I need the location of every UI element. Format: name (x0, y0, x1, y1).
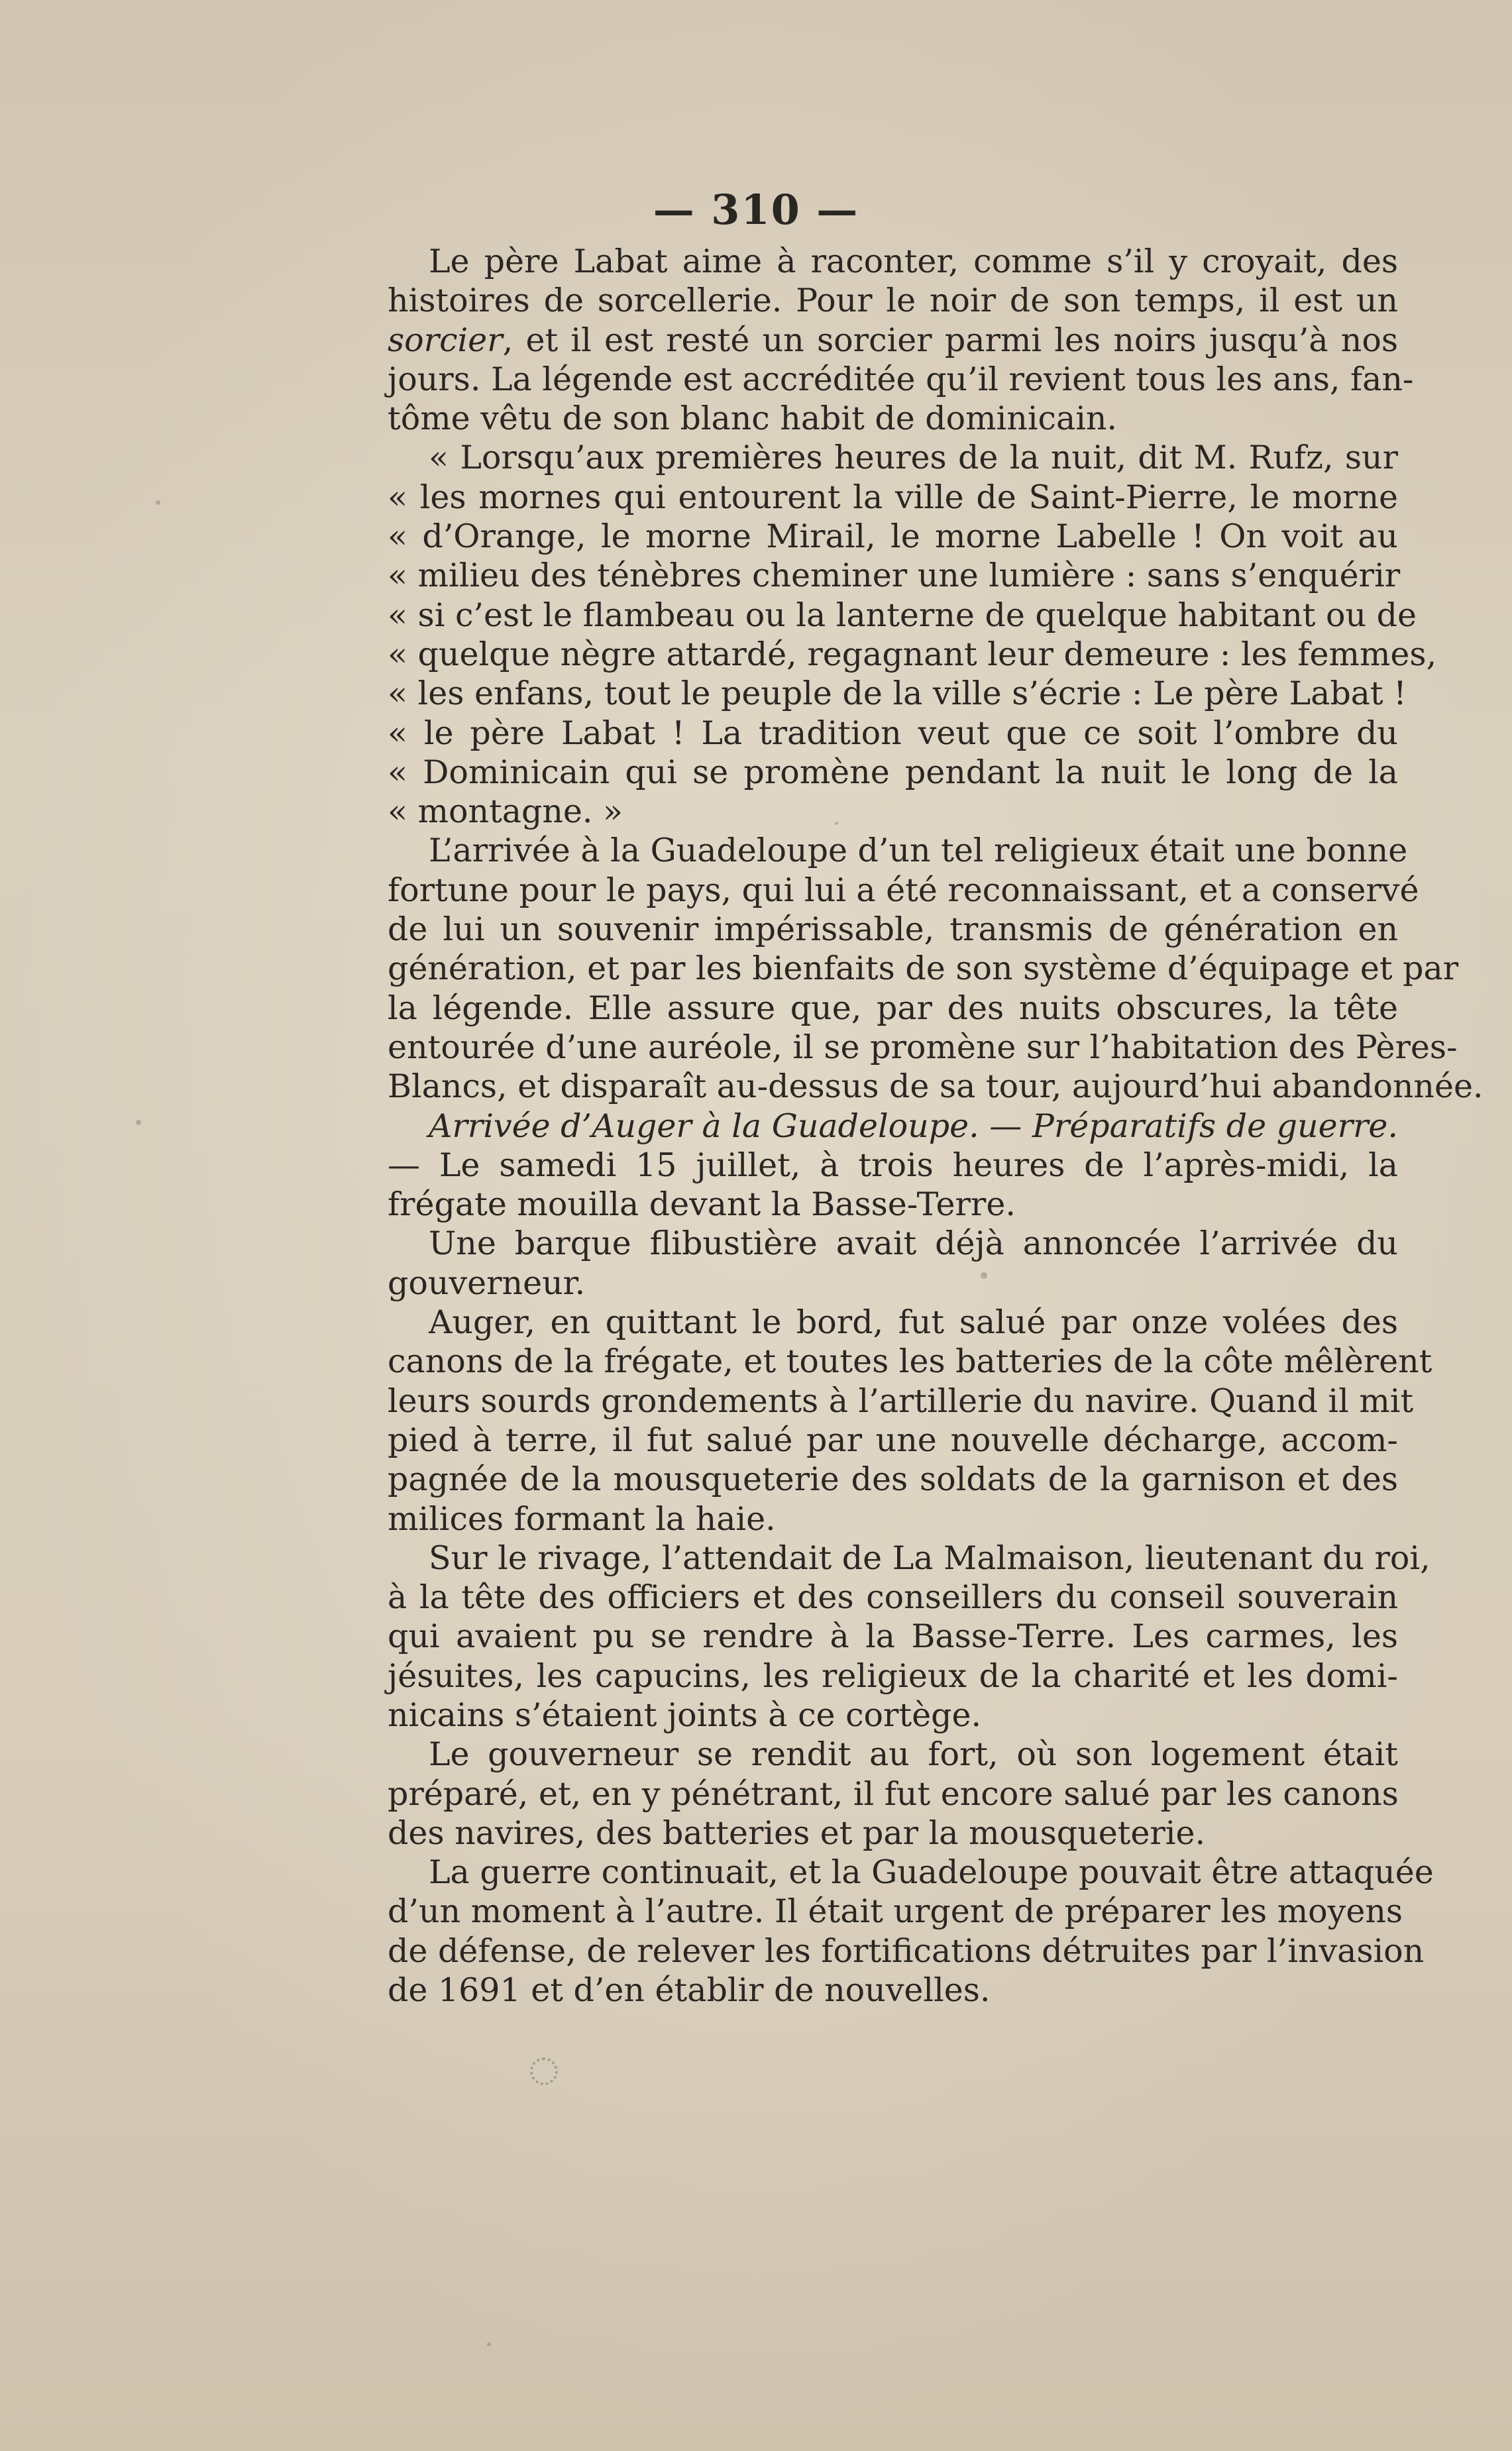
text-line: Arrivée d’Auger à la Guadeloupe. — Préparatifs de guerre. (429, 1107, 1398, 1145)
text-line: Auger, en quittant le bord, fut salué par onze volées des (429, 1303, 1398, 1342)
text-line: la légende. Elle assure que, par des nuits obscures, la tête (388, 989, 1398, 1027)
text-line: « le père Labat ! La tradition veut que ce soit l’ombre du (388, 714, 1398, 752)
text-line: à la tête des officiers et des conseillers du conseil souverain (388, 1578, 1398, 1617)
text-line: Une barque flibustière avait déjà annoncée l’arrivée du (429, 1225, 1398, 1263)
paragraph (388, 438, 1437, 831)
paragraph (388, 1539, 1431, 1735)
paragraph (388, 242, 1414, 438)
text-line: de défense, de relever les fortifications détruites par l’invasion (388, 1932, 1425, 1970)
paragraph (388, 1224, 1398, 1303)
text-line: pied à terre, il fut salué par une nouvelle décharge, accom- (388, 1421, 1398, 1459)
text-line: « les mornes qui entourent la ville de Saint-Pierre, le morne (388, 478, 1398, 516)
printer-ornament (530, 2057, 558, 2085)
paragraph (388, 831, 1484, 1106)
text-line: « d’Orange, le morne Mirail, le morne Labelle ! On voit au (388, 517, 1398, 556)
text-line: canons de la frégate, et toutes les batteries de la côte mêlèrent (388, 1342, 1432, 1381)
paper-speck (835, 822, 838, 825)
text-line: sorcier, et il est resté un sorcier parmi les noirs jusqu’à nos (388, 321, 1398, 359)
text-line: Blancs, et disparaît au-dessus de sa tour, aujourd’hui abandonnée. (388, 1067, 1484, 1106)
text-line: « quelque nègre attardé, regagnant leur demeure : les femmes, (388, 635, 1437, 673)
text-line: « Dominicain qui se promène pendant la nuit le long de la (388, 753, 1398, 791)
text-line: jésuites, les capucins, les religieux de la charité et les domi- (388, 1657, 1398, 1695)
italic-word: sorcier (388, 321, 503, 359)
text-line: « les enfans, tout le peuple de la ville s’écrie : Le père Labat ! (388, 675, 1407, 713)
text-line: « si c’est le flambeau ou la lanterne de quelque habitant ou de (388, 596, 1417, 634)
text-line: qui avaient pu se rendre à la Basse-Terre. Les carmes, les (388, 1617, 1398, 1656)
text-line: Sur le rivage, l’attendait de La Malmaison, lieutenant du roi, (429, 1539, 1431, 1577)
text-line: milices formant la haie. (388, 1499, 776, 1538)
text-line: leurs sourds grondements à l’artillerie du navire. Quand il mit (388, 1382, 1414, 1420)
text-line: L’arrivée à la Guadeloupe d’un tel religieux était une bonne (429, 832, 1408, 870)
paper-speck (156, 500, 160, 505)
paragraph (388, 1107, 1398, 1225)
text-line: des navires, des batteries et par la mousqueterie. (388, 1814, 1206, 1852)
text-line: d’un moment à l’autre. Il était urgent de préparer les moyens (388, 1892, 1403, 1931)
text-line: de lui un souvenir impérissable, transmis de génération en (388, 910, 1398, 949)
text-line: La guerre continuait, et la Guadeloupe pouvait être attaquée (429, 1853, 1434, 1892)
text-line: nicains s’étaient joints à ce cortège. (388, 1696, 982, 1734)
text-line: jours. La légende est accréditée qu’il revient tous les ans, fan- (388, 360, 1414, 398)
text-line: tôme vêtu de son blanc habit de dominicain. (388, 400, 1117, 438)
text-line: gouverneur. (388, 1264, 586, 1302)
text-line: « montagne. » (388, 792, 623, 831)
text-line: entourée d’une auréole, il se promène sur l’habitation des Pères- (388, 1028, 1458, 1066)
text-line: fortune pour le pays, qui lui a été reconnaissant, et a conservé (388, 871, 1419, 909)
text-line: préparé, et, en y pénétrant, il fut encore salué par les canons (388, 1774, 1399, 1813)
paragraph (388, 1853, 1434, 2010)
text-line: Le gouverneur se rendit au fort, où son logement était (429, 1735, 1398, 1774)
text-line: de 1691 et d’en établir de nouvelles. (388, 1971, 991, 2010)
text-line: — Le samedi 15 juillet, à trois heures de l’après-midi, la (388, 1146, 1398, 1184)
paper-speck (136, 1120, 141, 1125)
text-line: frégate mouilla devant la Basse-Terre. (388, 1185, 1016, 1224)
text-line: Le père Labat aime à raconter, comme s’il y croyait, des (429, 243, 1398, 280)
text-line: « milieu des ténèbres cheminer une lumière : sans s’enquérir (388, 557, 1401, 595)
paper-speck (981, 1272, 987, 1279)
paper-speck (487, 2342, 491, 2346)
body-text (388, 242, 1484, 2010)
text-line: génération, et par les bienfaits de son système d’équipage et par (388, 950, 1459, 988)
paragraph (388, 1303, 1432, 1539)
text-line: pagnée de la mousqueterie des soldats de la garnison et des (388, 1460, 1398, 1499)
text-line: « Lorsqu’aux premières heures de la nuit, dit M. Rufz, sur (429, 439, 1398, 477)
paragraph (388, 1735, 1398, 1853)
text-line: histoires de sorcellerie. Pour le noir de son temps, il est un (388, 282, 1398, 320)
page-number: — 310 — (653, 186, 859, 234)
